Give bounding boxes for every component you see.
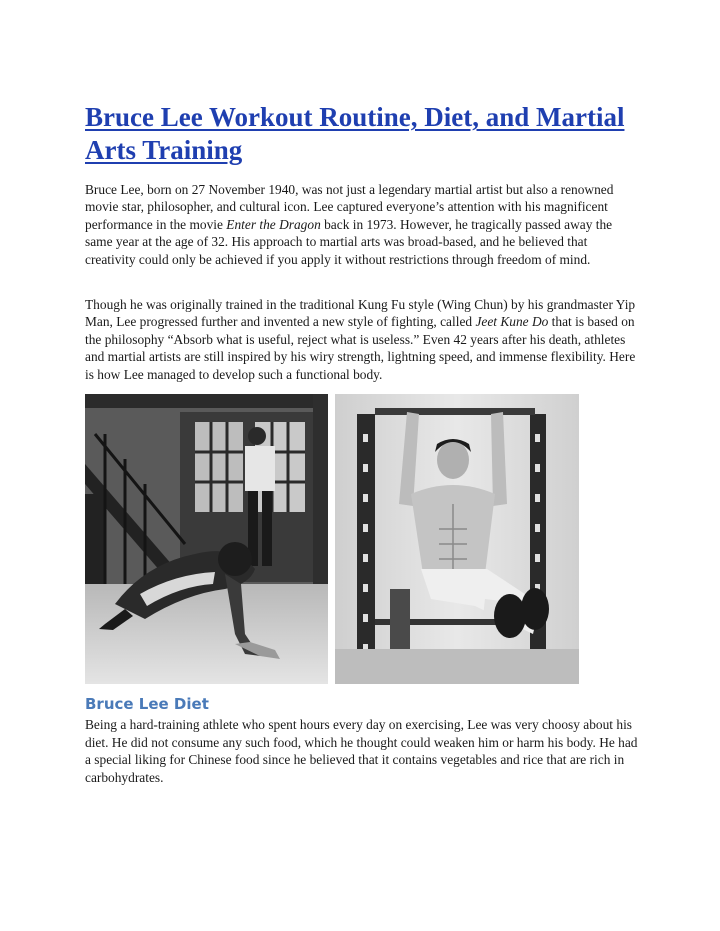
intro-text-1: Bruce Lee, born on 27 November 1940, was not just a legendary martial artist but also a renowned movie star, philosopher, and cultural icon. Lee captured everyone’s attention with his magnificent performance in the movie bbox=[85, 182, 614, 232]
movie-title: Enter the Dragon bbox=[226, 216, 321, 232]
diet-paragraph: Being a hard-training athlete who spent hours every day on exercising, Lee was very choosy about his diet. He did not consume any such food, which he thought could weaken him or harm his body. He had a special liking for Chinese food since he believed that it contains vegetables and rice that are rich in carbohydrates. bbox=[85, 717, 638, 785]
intro-text-2: back in 1973. However, he tragically passed away the same year at the age of 32. His approach to martial arts was broad-based, and he believed that creativity could only be achieved if you apply it without restrictions through freedom of mind. bbox=[85, 216, 613, 267]
diet-heading: Bruce Lee Diet bbox=[85, 695, 209, 713]
style-text-1: Though he was originally trained in the traditional Kung Fu style (Wing Chun) by his grandmaster Yip Man, Lee progressed further and invented a new style of fighting, called bbox=[85, 297, 636, 330]
article-title-link[interactable]: Bruce Lee Workout Routine, Diet, and Martial Arts Training bbox=[85, 102, 625, 165]
intro-paragraph bbox=[85, 181, 640, 268]
style-text-2: that is based on the philosophy “Absorb what is useful, reject what is useless.” Even 42 years after his death, athletes and martial artists are still inspired by his wiry strength, lightning speed, and immense flexibility. Here is how Lee managed to develop such a functional body. bbox=[85, 314, 636, 382]
hanging-leg-raise-photo bbox=[335, 394, 579, 684]
pushup-training-photo bbox=[85, 394, 328, 684]
style-paragraph bbox=[85, 296, 640, 383]
style-name: Jeet Kune Do bbox=[475, 314, 549, 330]
